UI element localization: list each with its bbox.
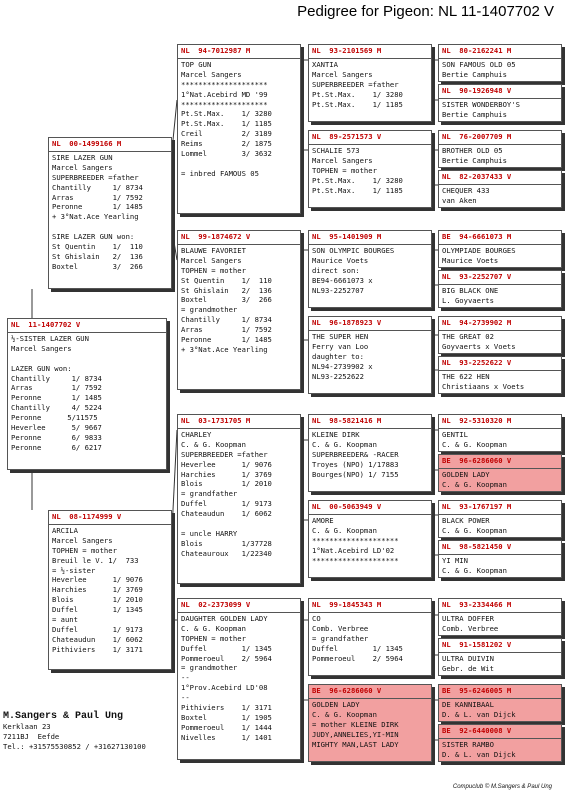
card-line: Troyes (NPO) 1/17883 bbox=[312, 459, 399, 469]
ring-number: NL 93-2101569 M bbox=[312, 46, 382, 55]
pigeon-card-mm bbox=[177, 598, 301, 760]
card-line: SUPERBREEDER =father bbox=[312, 79, 399, 89]
card-line: Ferry van Loo bbox=[312, 341, 369, 351]
card-line: L. Goyvaerts bbox=[442, 295, 494, 305]
ring-number: NL 08-1174999 V bbox=[52, 512, 122, 521]
owner-block bbox=[3, 711, 146, 752]
ring-number: NL 99-1845343 M bbox=[312, 600, 382, 609]
card-line: SUPERBREEDER =father bbox=[52, 172, 139, 182]
card-line: Marcel Sangers bbox=[52, 162, 113, 172]
ring-number: NL 93-2252622 V bbox=[442, 358, 512, 367]
card-line: Pt.St.Max. 1/ 3280 bbox=[312, 175, 403, 185]
pigeon-card-g3 bbox=[438, 130, 562, 168]
card-line: TOPHEN = mother bbox=[181, 633, 246, 643]
card-line: Breuil le V. 1/ 733 bbox=[52, 555, 139, 565]
card-line: C. & G. Koopman bbox=[442, 479, 507, 489]
pigeon-card-ffm bbox=[308, 130, 432, 208]
owner-address: Kerklaan 23 bbox=[3, 722, 51, 731]
card-line: C. & G. Koopman bbox=[312, 709, 377, 719]
card-line: SIRE LAZER GUN bbox=[52, 152, 113, 162]
card-line: Boxtel 1/ 1905 bbox=[181, 712, 272, 722]
pigeon-card-g4 bbox=[438, 170, 562, 208]
card-line: Pt.St.Max. 1/ 1185 bbox=[181, 119, 272, 129]
card-line: = grandmother bbox=[181, 305, 238, 315]
card-line: Chantilly 1/ 8734 bbox=[52, 182, 143, 192]
pigeon-card-subject bbox=[7, 318, 167, 470]
card-line: = inbred FAMOUS 05 bbox=[181, 168, 259, 178]
owner-phone: Tel.: +31575530852 / +31627130100 bbox=[3, 742, 146, 751]
card-line: XANTIA bbox=[312, 59, 338, 69]
pigeon-card-g1 bbox=[438, 44, 562, 82]
card-line: Chantilly 1/ 8734 bbox=[11, 373, 102, 383]
pigeon-card-father bbox=[48, 137, 172, 289]
card-line: D. & L. van Dijck bbox=[442, 709, 516, 719]
card-line: Pommeroeul 1/ 1444 bbox=[181, 722, 272, 732]
pigeon-card-g13 bbox=[438, 598, 562, 636]
footer-credit: Compuclub © M.Sangers & Paul Ung bbox=[452, 784, 552, 790]
card-line: SON OLYMPIC BOURGES bbox=[312, 245, 395, 255]
card-line: SISTER RAMBO bbox=[442, 739, 494, 749]
card-line: = uncle HARRY bbox=[181, 528, 238, 538]
ring-number: NL 91-1581202 V bbox=[442, 640, 512, 649]
card-divider bbox=[8, 332, 166, 333]
card-line: Pithiviers 1/ 3171 bbox=[52, 644, 143, 654]
card-line: Reims 2/ 1875 bbox=[181, 139, 272, 149]
card-line: DAUGHTER GOLDEN LADY bbox=[181, 613, 268, 623]
ring-number: NL 03-1731705 M bbox=[181, 416, 251, 425]
ring-number: NL 99-1874672 V bbox=[181, 232, 251, 241]
card-line: Lommel 3/ 3632 bbox=[181, 149, 272, 159]
card-line: ******************** bbox=[312, 555, 399, 565]
card-line: Marcel Sangers bbox=[312, 155, 373, 165]
card-line: Pt.St.Max. 1/ 3280 bbox=[312, 89, 403, 99]
card-line: CHARLEY bbox=[181, 429, 212, 439]
card-line: GENTIL bbox=[442, 429, 468, 439]
card-divider bbox=[439, 244, 561, 245]
card-divider bbox=[439, 514, 561, 515]
card-line: C. & G. Koopman bbox=[442, 525, 507, 535]
card-line: Bourges(NPO) 1/ 7155 bbox=[312, 469, 399, 479]
card-line: Peronne 1/ 1485 bbox=[11, 393, 102, 403]
ring-number: NL 82-2037433 V bbox=[442, 172, 512, 181]
card-line: THE SUPER HEN bbox=[312, 331, 369, 341]
pigeon-card-g8 bbox=[438, 356, 562, 394]
card-divider bbox=[439, 184, 561, 185]
card-line: ******************** bbox=[181, 79, 268, 89]
card-line: ½-SISTER LAZER GUN bbox=[11, 333, 89, 343]
card-line: LAZER GUN won: bbox=[11, 363, 72, 373]
card-line: Comb. Verbree bbox=[442, 623, 499, 633]
card-line: BE94-6661073 x bbox=[312, 275, 373, 285]
card-line: TOPHEN = mother bbox=[312, 165, 377, 175]
card-line: DE KANNIBAAL bbox=[442, 699, 494, 709]
ring-number: NL 93-2334466 M bbox=[442, 600, 512, 609]
card-divider bbox=[439, 738, 561, 739]
card-divider bbox=[439, 554, 561, 555]
ring-number: NL 92-5310320 M bbox=[442, 416, 512, 425]
card-divider bbox=[439, 58, 561, 59]
ring-number: BE 96-6286060 V bbox=[312, 686, 382, 695]
ring-number: BE 94-6661073 M bbox=[442, 232, 512, 241]
card-divider bbox=[439, 468, 561, 469]
card-line bbox=[11, 354, 163, 364]
card-line: C. & G. Koopman bbox=[312, 439, 377, 449]
pigeon-card-mf bbox=[177, 414, 301, 584]
card-line: C. & G. Koopman bbox=[181, 439, 246, 449]
card-line: Duffel 1/ 1345 bbox=[181, 643, 272, 653]
pigeon-card-g5 bbox=[438, 230, 562, 268]
card-line: C. & G. Koopman bbox=[442, 565, 507, 575]
ring-number: BE 95-6246005 M bbox=[442, 686, 512, 695]
owner-name: M.Sangers & Paul Ung bbox=[3, 711, 124, 722]
ring-number: NL 00-1499166 M bbox=[52, 139, 122, 148]
card-line bbox=[181, 159, 297, 169]
pigeon-card-g2 bbox=[438, 84, 562, 122]
card-divider bbox=[178, 244, 300, 245]
card-line: SIRE LAZER GUN won: bbox=[52, 232, 135, 242]
card-line: van Aken bbox=[442, 195, 477, 205]
card-line: Goyvaerts x Voets bbox=[442, 341, 516, 351]
card-line: Heverlee 5/ 9667 bbox=[11, 423, 102, 433]
card-divider bbox=[309, 428, 431, 429]
card-line: BROTHER OLD 05 bbox=[442, 145, 503, 155]
pigeon-card-ff bbox=[177, 44, 301, 214]
pigeon-card-fm bbox=[177, 230, 301, 390]
pigeon-card-g11 bbox=[438, 500, 562, 538]
pigeon-card-fff bbox=[308, 44, 432, 122]
card-line: KLEINE DIRK bbox=[312, 429, 360, 439]
card-line: Chateauroux 1/22340 bbox=[181, 548, 272, 558]
page-title: Pedigree for Pigeon: NL 11-1407702 V bbox=[297, 3, 554, 20]
card-line: Comb. Verbree bbox=[312, 623, 369, 633]
card-line: Arras 1/ 7592 bbox=[52, 192, 143, 202]
card-line: YI MIN bbox=[442, 555, 468, 565]
card-line: NL93-2252707 bbox=[312, 285, 364, 295]
card-line: Peronne 6/ 6217 bbox=[11, 442, 102, 452]
pigeon-card-mmf bbox=[308, 598, 432, 676]
card-line: Marcel Sangers bbox=[11, 343, 72, 353]
card-line: Harchies 1/ 3769 bbox=[181, 469, 272, 479]
pigeon-card-g7 bbox=[438, 316, 562, 354]
pigeon-card-mother bbox=[48, 510, 172, 670]
card-divider bbox=[309, 58, 431, 59]
pigeon-card-mmm bbox=[308, 684, 432, 762]
pigeon-card-fmm bbox=[308, 316, 432, 394]
card-line: + 3°Nat.Ace Yearling bbox=[52, 212, 139, 222]
card-divider bbox=[309, 698, 431, 699]
card-line: Heverlee 1/ 9076 bbox=[52, 575, 143, 585]
card-line: Duffel 1/ 1345 bbox=[312, 643, 403, 653]
card-divider bbox=[309, 244, 431, 245]
card-line: C. & G. Koopman bbox=[442, 439, 507, 449]
card-line: SUPERBREEDER =father bbox=[181, 449, 268, 459]
card-divider bbox=[178, 612, 300, 613]
card-line: daughter to: bbox=[312, 351, 364, 361]
pigeon-card-mff bbox=[308, 414, 432, 492]
ring-number: NL 98-5821450 V bbox=[442, 542, 512, 551]
card-divider bbox=[309, 514, 431, 515]
card-divider bbox=[49, 524, 171, 525]
card-line: Arras 1/ 7592 bbox=[181, 325, 272, 335]
card-line: C. & G. Koopman bbox=[312, 525, 377, 535]
card-divider bbox=[439, 284, 561, 285]
card-line: Pommeroeul 2/ 5964 bbox=[181, 653, 272, 663]
card-line: St Ghislain 2/ 136 bbox=[181, 285, 272, 295]
card-line: Peronne 1/ 1485 bbox=[52, 202, 143, 212]
card-line: Christiaans x Voets bbox=[442, 381, 525, 391]
ring-number: NL 93-1767197 M bbox=[442, 502, 512, 511]
ring-number: NL 02-2373099 V bbox=[181, 600, 251, 609]
owner-postcode: 7211BJ Eefde bbox=[3, 732, 60, 741]
ring-number: NL 00-5063949 V bbox=[312, 502, 382, 511]
card-line: Gebr. de Wit bbox=[442, 663, 494, 673]
pigeon-card-g6 bbox=[438, 270, 562, 308]
card-line: -- bbox=[181, 673, 190, 683]
card-line: AMORE bbox=[312, 515, 334, 525]
card-line: Blois 1/37728 bbox=[181, 538, 272, 548]
card-line: Nivelles 1/ 1401 bbox=[181, 732, 272, 742]
card-line: Pt.St.Max. 1/ 1185 bbox=[312, 185, 403, 195]
card-line: GOLDEN LADY bbox=[442, 469, 490, 479]
card-line: BLAUWE FAVORIET bbox=[181, 245, 246, 255]
card-line: Duffel 1/ 9173 bbox=[181, 499, 272, 509]
pigeon-card-g10 bbox=[438, 454, 562, 492]
ring-number: BE 96-6286060 V bbox=[442, 456, 512, 465]
card-line: Arras 1/ 7592 bbox=[11, 383, 102, 393]
card-line: MIGHTY MAN,LAST LADY bbox=[312, 739, 399, 749]
card-line: CO bbox=[312, 613, 321, 623]
card-divider bbox=[439, 330, 561, 331]
card-line: Bertie Camphuis bbox=[442, 155, 507, 165]
card-line: = grandfather bbox=[312, 633, 369, 643]
card-line: Boxtel 3/ 266 bbox=[181, 295, 272, 305]
pigeon-card-mfm bbox=[308, 500, 432, 578]
card-line: OLYMPIADE BOURGES bbox=[442, 245, 516, 255]
card-line: Marcel Sangers bbox=[52, 535, 113, 545]
card-line: direct son: bbox=[312, 265, 360, 275]
card-line: Peronne 1/ 1485 bbox=[181, 335, 272, 345]
ring-number: NL 94-7012987 M bbox=[181, 46, 251, 55]
card-line: St Quentin 1/ 110 bbox=[52, 242, 143, 252]
card-line: St Quentin 1/ 110 bbox=[181, 275, 272, 285]
card-line: TOP GUN bbox=[181, 59, 212, 69]
card-line: Pt.St.Max. 1/ 1185 bbox=[312, 99, 403, 109]
card-line: ULTRA DOFFER bbox=[442, 613, 494, 623]
card-line: Heverlee 1/ 9076 bbox=[181, 459, 272, 469]
card-divider bbox=[309, 612, 431, 613]
card-line: + 3°Nat.Ace Yearling bbox=[181, 344, 268, 354]
ring-number: NL 76-2007709 M bbox=[442, 132, 512, 141]
ring-number: NL 80-2162241 M bbox=[442, 46, 512, 55]
card-line: SON FAMOUS OLD 05 bbox=[442, 59, 516, 69]
card-line: Bertie Camphuis bbox=[442, 109, 507, 119]
card-line bbox=[52, 222, 168, 232]
pigeon-card-g15 bbox=[438, 684, 562, 722]
card-divider bbox=[439, 698, 561, 699]
card-line: Duffel 1/ 9173 bbox=[52, 624, 143, 634]
card-line: ******************** bbox=[181, 99, 268, 109]
card-line: Chantilly 4/ 5224 bbox=[11, 403, 102, 413]
card-line: = aunt bbox=[52, 615, 78, 625]
card-line: Pommeroeul 2/ 5964 bbox=[312, 653, 403, 663]
card-line: Blois 1/ 2010 bbox=[52, 595, 143, 605]
card-line: = ½-sister bbox=[52, 565, 96, 575]
ring-number: NL 93-2252707 V bbox=[442, 272, 512, 281]
card-divider bbox=[439, 98, 561, 99]
card-line: Marcel Sangers bbox=[181, 69, 242, 79]
card-divider bbox=[178, 58, 300, 59]
card-line: = mother KLEINE DIRK bbox=[312, 719, 399, 729]
card-line: Blois 1/ 2010 bbox=[181, 479, 272, 489]
card-line: Marcel Sangers bbox=[181, 255, 242, 265]
pigeon-card-g12 bbox=[438, 540, 562, 578]
ring-number: NL 95-1401909 M bbox=[312, 232, 382, 241]
card-line: 1°Prov.Acebird LD'08 bbox=[181, 683, 268, 693]
card-line: = grandmother bbox=[181, 663, 238, 673]
card-line: SCHALIE 573 bbox=[312, 145, 360, 155]
card-line: -- bbox=[181, 693, 190, 703]
card-divider bbox=[439, 144, 561, 145]
card-divider bbox=[309, 330, 431, 331]
ring-number: NL 98-5821416 M bbox=[312, 416, 382, 425]
card-line: 1°Nat.Acebird MD '99 bbox=[181, 89, 268, 99]
card-line: BIG BLACK ONE bbox=[442, 285, 499, 295]
card-line: = grandfather bbox=[181, 489, 238, 499]
card-line: SUPERBREEDER& -RACER bbox=[312, 449, 399, 459]
card-line: Creil 2/ 3189 bbox=[181, 129, 272, 139]
card-line: GOLDEN LADY bbox=[312, 699, 360, 709]
card-line: 1°Nat.Acebird LD'02 bbox=[312, 545, 395, 555]
card-line: THE 622 HEN bbox=[442, 371, 490, 381]
card-line: TOPHEN = mother bbox=[52, 545, 117, 555]
pigeon-card-g9 bbox=[438, 414, 562, 452]
ring-number: BE 92-6440008 V bbox=[442, 726, 512, 735]
card-line: Chantilly 1/ 8734 bbox=[181, 315, 272, 325]
card-line: Maurice Voets bbox=[312, 255, 369, 265]
card-divider bbox=[439, 428, 561, 429]
pigeon-card-fmf bbox=[308, 230, 432, 308]
card-line: Marcel Sangers bbox=[312, 69, 373, 79]
ring-number: NL 89-2571573 V bbox=[312, 132, 382, 141]
card-line: SISTER WONDERBOY'S bbox=[442, 99, 520, 109]
card-line: Peronne 5/11575 bbox=[11, 413, 98, 423]
card-line: Peronne 6/ 9833 bbox=[11, 432, 102, 442]
card-divider bbox=[439, 370, 561, 371]
pigeon-card-g14 bbox=[438, 638, 562, 676]
card-line: CHEQUER 433 bbox=[442, 185, 490, 195]
card-divider bbox=[178, 428, 300, 429]
ring-number: NL 96-1878923 V bbox=[312, 318, 382, 327]
card-line: D. & L. van Dijck bbox=[442, 749, 516, 759]
card-divider bbox=[439, 652, 561, 653]
card-line: THE GREAT 02 bbox=[442, 331, 494, 341]
card-line: JUDY,ANNELIES,YI-MIN bbox=[312, 729, 399, 739]
card-line bbox=[181, 519, 297, 529]
card-divider bbox=[49, 151, 171, 152]
card-line: Chateaudun 1/ 6062 bbox=[52, 634, 143, 644]
card-line: C. & G. Koopman bbox=[181, 623, 246, 633]
card-line: Harchies 1/ 3769 bbox=[52, 585, 143, 595]
card-line: Duffel 1/ 1345 bbox=[52, 605, 143, 615]
ring-number: NL 90-1926948 V bbox=[442, 86, 512, 95]
card-line: Chateaudun 1/ 6062 bbox=[181, 509, 272, 519]
card-line: St Ghislain 2/ 136 bbox=[52, 251, 143, 261]
card-divider bbox=[439, 612, 561, 613]
card-line: ULTRA DUIVIN bbox=[442, 653, 494, 663]
card-divider bbox=[309, 144, 431, 145]
ring-number: NL 94-2739902 M bbox=[442, 318, 512, 327]
card-line: Maurice Voets bbox=[442, 255, 499, 265]
pigeon-card-g16 bbox=[438, 724, 562, 762]
card-line: Boxtel 3/ 266 bbox=[52, 261, 143, 271]
card-line: ******************** bbox=[312, 535, 399, 545]
card-line: NL93-2252622 bbox=[312, 371, 364, 381]
card-line: NL94-2739902 x bbox=[312, 361, 373, 371]
card-line: ARCILA bbox=[52, 525, 78, 535]
card-line: Pt.St.Max. 1/ 3280 bbox=[181, 109, 272, 119]
card-line: BLACK POWER bbox=[442, 515, 490, 525]
ring-number: NL 11-1407702 V bbox=[11, 320, 81, 329]
card-line: Bertie Camphuis bbox=[442, 69, 507, 79]
card-line: TOPHEN = mother bbox=[181, 265, 246, 275]
card-line: Pithiviers 1/ 3171 bbox=[181, 703, 272, 713]
